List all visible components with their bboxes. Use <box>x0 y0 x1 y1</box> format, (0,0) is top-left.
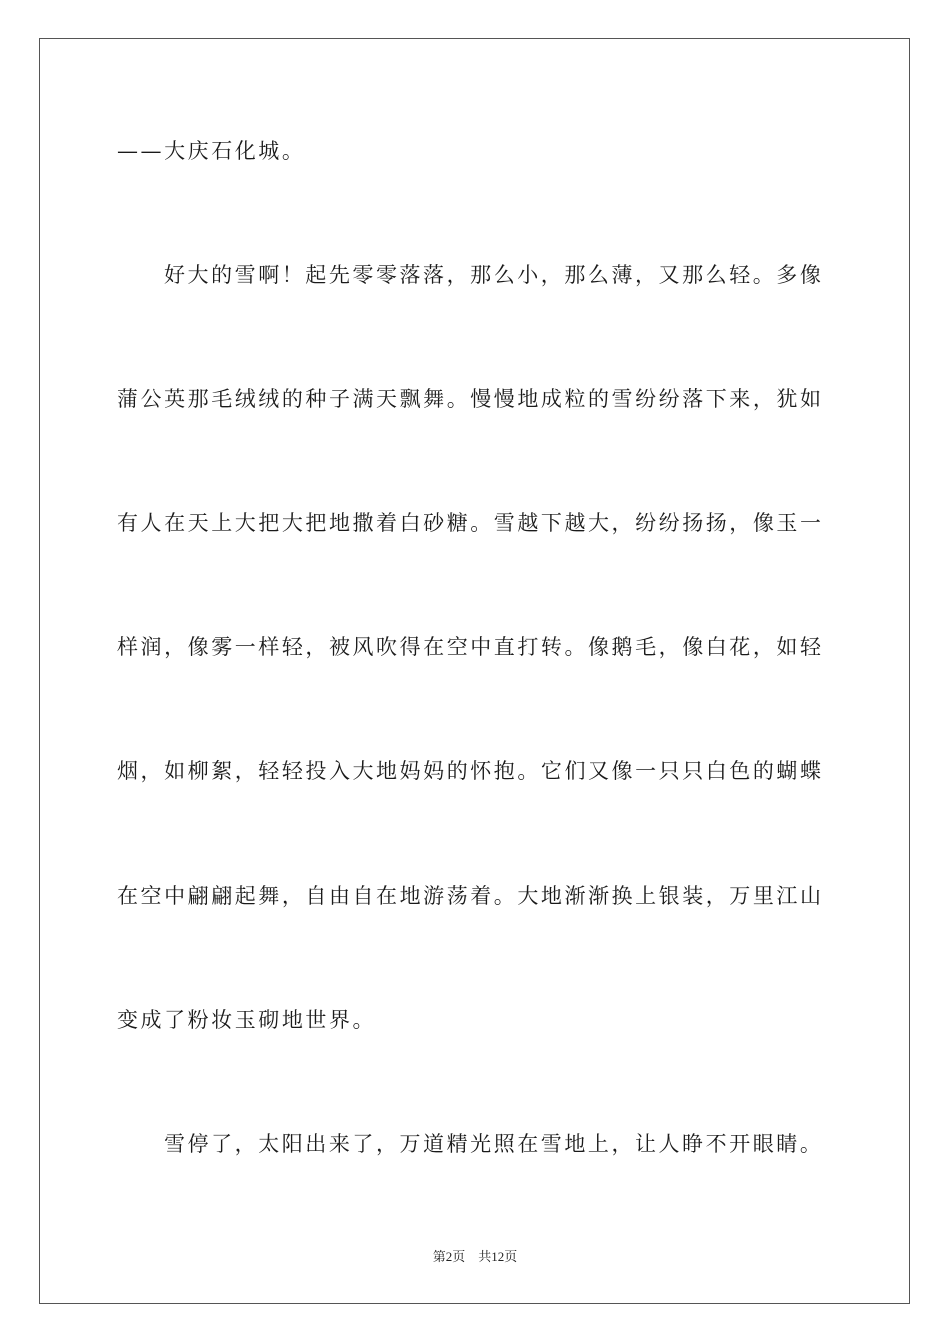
page-number: 第2页 <box>432 1249 466 1264</box>
text-line-9: 雪停了，太阳出来了，万道精光照在雪地上，让人睁不开眼睛。 <box>164 1132 824 1156</box>
text-line-4: 有人在天上大把大把地撒着白砂糖。雪越下越大，纷纷扬扬，像玉一 <box>117 511 824 535</box>
page-footer <box>0 1246 950 1265</box>
text-line-5: 样润，像雾一样轻，被风吹得在空中直打转。像鹅毛，像白花，如轻 <box>117 635 824 659</box>
text-line-1: ——大庆石化城。 <box>117 139 306 163</box>
page-total: 共12页 <box>478 1249 518 1264</box>
text-line-8: 变成了粉妆玉砌地世界。 <box>117 1008 377 1032</box>
text-line-3: 蒲公英那毛绒绒的种子满天飘舞。慢慢地成粒的雪纷纷落下来，犹如 <box>117 387 824 411</box>
page-border <box>39 38 910 1304</box>
text-line-2: 好大的雪啊！起先零零落落，那么小，那么薄，又那么轻。多像 <box>164 263 824 287</box>
footer-spacer <box>465 1249 478 1264</box>
text-line-7: 在空中翩翩起舞，自由自在地游荡着。大地渐渐换上银装，万里江山 <box>117 884 824 908</box>
text-line-6: 烟，如柳絮，轻轻投入大地妈妈的怀抱。它们又像一只只白色的蝴蝶 <box>117 759 824 783</box>
